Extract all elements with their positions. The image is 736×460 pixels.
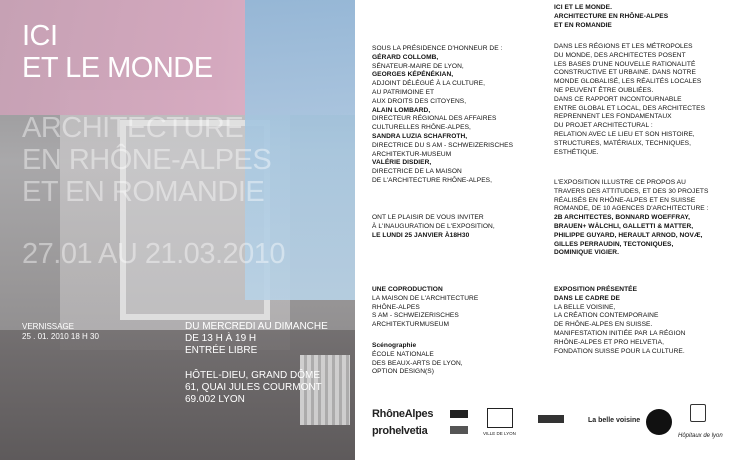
- presidency-line: DIRECTRICE DE LA MAISON: [372, 168, 462, 176]
- presidency-line: AU PATRIMOINE ET: [372, 88, 435, 96]
- right-exhibition-line: DOMINIQUE VIGIER.: [554, 249, 619, 257]
- right-presented-line: MANIFESTATION INITIÉE PAR LA RÉGION: [554, 329, 686, 337]
- right-exhibition-line: BRAUEN+ WÄLCHLI, GALLETTI & MATTER,: [554, 222, 694, 230]
- prohelvetia-logo: prohelvetia: [372, 425, 428, 437]
- scenography-line: OPTION DESIGN(S): [372, 368, 434, 376]
- presidency-line: DIRECTRICE DU S AM - SCHWEIZERISCHES: [372, 141, 514, 149]
- scenography-line: Scénographie: [372, 342, 417, 349]
- hopitaux-logo: Hôpitaux de lyon: [678, 433, 723, 439]
- lion-emblem-icon: [487, 408, 513, 428]
- coproduction-line: LA MAISON DE L'ARCHITECTURE: [372, 294, 479, 302]
- right-intro-line: REPRENNENT LES FONDAMENTAUX: [554, 113, 672, 121]
- schedule-line-1: DU MERCREDI AU DIMANCHE: [185, 321, 328, 332]
- right-intro-line: LES BASES D'UNE NOUVELLE RATIONALITÉ: [554, 60, 696, 68]
- right-intro-line: CONSTRUCTIVE ET URBAINE. DANS NOTRE: [554, 69, 696, 77]
- presidency-line: GÉRARD COLLOMB,: [372, 53, 439, 61]
- right-intro-line: STRUCTURES, MATÉRIAUX, TECHNIQUES,: [554, 139, 692, 147]
- right-exhibition-line: RÉALISÉS EN RHÔNE-ALPES ET EN SUISSE: [554, 196, 696, 204]
- coproduction-line: S AM - SCHWEIZERISCHES: [372, 312, 459, 320]
- culture-ministry-icon: [538, 415, 564, 423]
- villedelyon-logo: VILLE DE LYON: [483, 431, 516, 436]
- ensba-circle-icon: [646, 409, 672, 435]
- presidency-line: AUX DROITS DES CITOYENS,: [372, 97, 467, 105]
- headline-line-2: ET LE MONDE: [22, 52, 213, 84]
- right-title-line: ICI ET LE MONDE.: [554, 4, 612, 11]
- right-title-block: [554, 4, 734, 30]
- presidency-line: SÉNATEUR-MAIRE DE LYON,: [372, 62, 464, 70]
- right-intro-line: DU PROJET ARCHITECTURAL :: [554, 122, 653, 130]
- right-exhibition-line: PHILIPPE GUYARD, HERAULT ARNOD, NOVÆ,: [554, 231, 703, 239]
- invitation-line: ONT LE PLAISIR DE VOUS INVITER: [372, 214, 484, 221]
- presidency-line: ARCHITEKTUR-MUSEUM: [372, 150, 452, 158]
- right-presented-line: DE RHÔNE-ALPES EN SUISSE.: [554, 321, 653, 329]
- presidency-line: SANDRA LUZIA SCHAFROTH,: [372, 132, 468, 140]
- bellevoisine-logo: La belle voisine: [588, 417, 641, 424]
- right-presented-line: RHÔNE-ALPES ET PRO HELVETIA,: [554, 338, 664, 346]
- schedule-line-3: ENTRÉE LIBRE: [185, 345, 258, 356]
- venue-line-3: 69.002 LYON: [185, 394, 245, 405]
- headline-line-1: ICI: [22, 20, 58, 52]
- coproduction-line: ARCHITEKTURMUSEUM: [372, 321, 450, 329]
- right-intro-line: DANS CE RAPPORT INCONTOURNABLE: [554, 95, 682, 103]
- venue-line-2: 61, QUAI JULES COURMONT: [185, 382, 322, 393]
- scenography-line: ÉCOLE NATIONALE: [372, 350, 434, 358]
- right-presented-line: FONDATION SUISSE POUR LA CULTURE.: [554, 347, 685, 355]
- presidency-line: ADJOINT DÉLÉGUÉ À LA CULTURE,: [372, 80, 485, 88]
- right-exhibition-line: L'EXPOSITION ILLUSTRE CE PROPOS AU: [554, 179, 686, 186]
- headline-line-3: ARCHITECTURE: [22, 112, 244, 144]
- right-intro-line: NE PEUVENT ÊTRE OUBLIÉES.: [554, 86, 654, 94]
- hopitaux-emblem-icon: [690, 404, 706, 422]
- presidency-line: VALÉRIE DISDIER,: [372, 159, 432, 167]
- right-presented-line: EXPOSITION PRÉSENTÉE: [554, 286, 638, 293]
- right-exhibition-line: ROMANDE, DE 10 AGENCES D'ARCHITECTURE :: [554, 205, 709, 213]
- right-exhibition-line: TRAVERS DES ATTITUDES, ET DES 30 PROJETS: [554, 187, 709, 195]
- vernissage-label: VERNISSAGE: [22, 322, 75, 331]
- headline-line-5: ET EN ROMANDIE: [22, 176, 265, 208]
- presidency-line: ALAIN LOMBARD,: [372, 106, 431, 114]
- cover-photo: [0, 0, 355, 460]
- invitation-line: LE LUNDI 25 JANVIER À18H30: [372, 231, 470, 239]
- ministry-logo-2-icon: [450, 426, 468, 434]
- right-title-line: ARCHITECTURE EN RHÔNE-ALPES: [554, 12, 669, 20]
- coproduction-line: UNE COPRODUCTION: [372, 286, 443, 293]
- right-intro-line: MONDE GLOBALISÉ, LES RÉALITÉS LOCALES: [554, 78, 702, 86]
- coproduction-line: RHÔNE-ALPES: [372, 303, 420, 311]
- right-title-line: ET EN ROMANDIE: [554, 21, 612, 29]
- right-presented-line: LA CRÉATION CONTEMPORAINE: [554, 312, 659, 320]
- schedule-line-2: DE 13 H À 19 H: [185, 333, 257, 344]
- right-exhibition-block: [554, 179, 734, 258]
- invitation-line: À L'INAUGURATION DE L'EXPOSITION,: [372, 222, 495, 230]
- presidency-line: DIRECTEUR RÉGIONAL DES AFFAIRES: [372, 115, 497, 123]
- scenography-block: [372, 342, 542, 377]
- right-intro-line: RELATION AVEC LE LIEU ET SON HISTOIRE,: [554, 130, 695, 138]
- right-intro-line: DANS LES RÉGIONS ET LES MÉTROPOLES: [554, 43, 693, 50]
- right-presented-line: DANS LE CADRE DE: [554, 294, 621, 302]
- right-exhibition-line: GILLES PERRAUDIN, TECTONIQUES,: [554, 240, 674, 248]
- scenography-line: DES BEAUX-ARTS DE LYON,: [372, 359, 463, 367]
- right-presented-line: LA BELLE VOISINE,: [554, 303, 616, 311]
- coproduction-block: [372, 286, 542, 330]
- ministry-logo-icon: [450, 410, 468, 418]
- presidency-line: SOUS LA PRÉSIDENCE D'HONNEUR DE :: [372, 45, 503, 52]
- presidency-line: GEORGES KÉPÉNÉKIAN,: [372, 71, 454, 79]
- vernissage-date: 25 . 01. 2010 18 H 30: [22, 332, 99, 341]
- presidency-line: DE L'ARCHITECTURE RHÔNE-ALPES,: [372, 176, 493, 184]
- headline-dates: 27.01 AU 21.03.2010: [22, 238, 286, 270]
- right-intro-block: [554, 43, 734, 157]
- presidency-line: CULTURELLES RHÔNE-ALPES,: [372, 124, 471, 132]
- right-exhibition-line: 2B ARCHITECTES, BONNARD WOEFFRAY,: [554, 214, 690, 222]
- rhonealpes-logo: RhôneAlpes: [372, 408, 434, 420]
- right-presented-block: [554, 286, 734, 356]
- right-intro-line: ENTRE GLOBAL ET LOCAL, DES ARCHITECTES: [554, 104, 706, 112]
- presidency-block: [372, 45, 542, 186]
- headline-line-4: EN RHÔNE-ALPES: [22, 144, 272, 176]
- right-intro-line: ESTHÉTIQUE.: [554, 148, 599, 156]
- right-intro-line: DU MONDE, DES ARCHITECTES POSENT: [554, 51, 686, 59]
- invitation-block: [372, 214, 542, 240]
- venue-line-1: HÔTEL-DIEU, GRAND DÔME: [185, 370, 321, 381]
